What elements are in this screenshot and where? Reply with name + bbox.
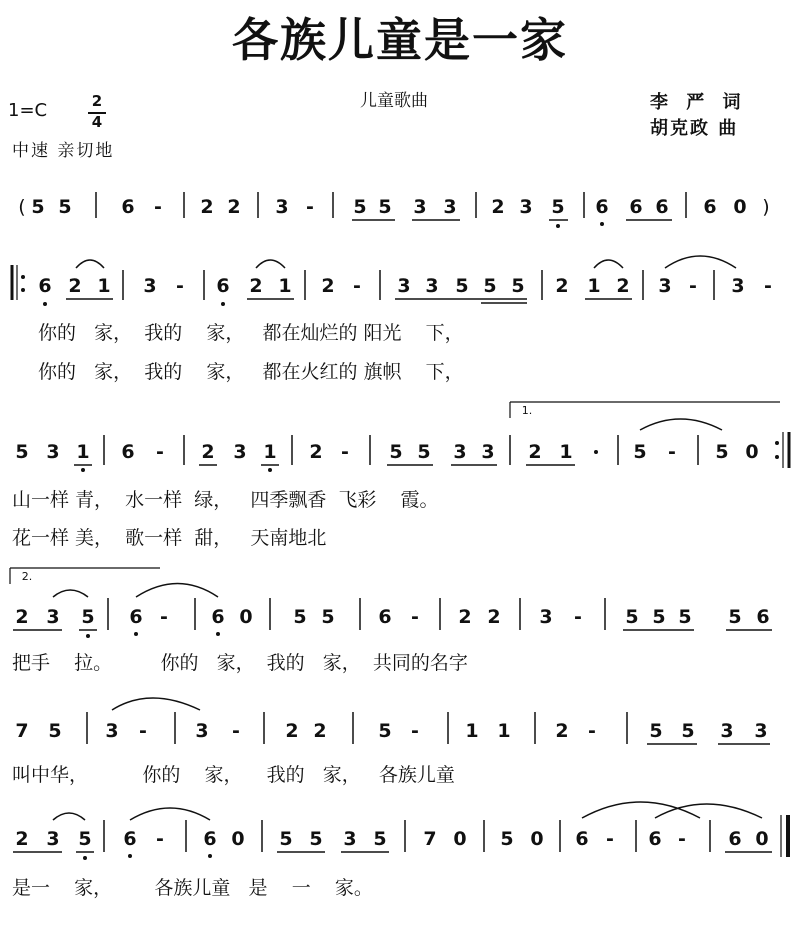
- svg-text:5: 5: [455, 275, 469, 297]
- svg-text:3: 3: [481, 441, 495, 463]
- svg-text:5: 5: [48, 720, 62, 742]
- time-signature-bottom: 4: [91, 113, 103, 131]
- svg-text:0: 0: [755, 828, 769, 850]
- svg-text:3: 3: [453, 441, 467, 463]
- score-row-4: [10, 568, 772, 638]
- svg-text:6: 6: [728, 828, 742, 850]
- svg-text:3: 3: [519, 196, 533, 218]
- svg-text:2: 2: [491, 196, 505, 218]
- svg-text:3: 3: [46, 828, 60, 850]
- svg-text:): ): [762, 196, 770, 218]
- svg-text:2: 2: [200, 196, 214, 218]
- svg-text:(: (: [18, 196, 26, 218]
- lyrics-line-5: 把手 拉。 你的 家， 我的 家， 共同的名字: [12, 652, 468, 674]
- svg-text:-: -: [154, 196, 162, 218]
- svg-text:2: 2: [309, 441, 323, 463]
- svg-text:2: 2: [285, 720, 299, 742]
- svg-text:2: 2: [555, 275, 569, 297]
- svg-text:6: 6: [203, 828, 217, 850]
- svg-text:5: 5: [633, 441, 647, 463]
- svg-text:-: -: [139, 720, 147, 742]
- svg-text:-: -: [606, 828, 614, 850]
- svg-text:6: 6: [575, 828, 589, 850]
- lyricist-credit: 李 严 词: [650, 92, 747, 113]
- svg-text:0: 0: [745, 441, 759, 463]
- svg-text:6: 6: [38, 275, 52, 297]
- svg-text:-: -: [232, 720, 240, 742]
- svg-text:5: 5: [715, 441, 729, 463]
- svg-text:6: 6: [211, 606, 225, 628]
- svg-text:3: 3: [443, 196, 457, 218]
- svg-text:5: 5: [389, 441, 403, 463]
- svg-text:-: -: [574, 606, 582, 628]
- svg-text:5: 5: [625, 606, 639, 628]
- svg-text:3: 3: [425, 275, 439, 297]
- svg-text:-: -: [764, 275, 772, 297]
- song-genre: 儿童歌曲: [360, 91, 428, 111]
- svg-text:6: 6: [129, 606, 143, 628]
- lyrics-line-4: 花一样 美， 歌一样 甜， 天南地北: [12, 527, 327, 549]
- svg-text:2: 2: [528, 441, 542, 463]
- svg-text:5: 5: [500, 828, 514, 850]
- svg-text:5: 5: [373, 828, 387, 850]
- score-row-6: [13, 802, 788, 860]
- svg-text:-: -: [176, 275, 184, 297]
- svg-text:2: 2: [227, 196, 241, 218]
- svg-text:5: 5: [378, 720, 392, 742]
- svg-text:5: 5: [551, 196, 565, 218]
- svg-text:3: 3: [105, 720, 119, 742]
- svg-text:6: 6: [703, 196, 717, 218]
- svg-text:2: 2: [68, 275, 82, 297]
- svg-text:1: 1: [587, 275, 601, 297]
- svg-text:2: 2: [555, 720, 569, 742]
- tempo-marking: 中速 亲切地: [12, 141, 115, 161]
- svg-text:5: 5: [15, 441, 29, 463]
- svg-text:5: 5: [649, 720, 663, 742]
- svg-text:6: 6: [629, 196, 643, 218]
- svg-text:3: 3: [413, 196, 427, 218]
- svg-text:7: 7: [15, 720, 29, 742]
- svg-text:3: 3: [195, 720, 209, 742]
- svg-text:3: 3: [233, 441, 247, 463]
- svg-text:0: 0: [239, 606, 253, 628]
- svg-text:-: -: [160, 606, 168, 628]
- svg-text:2: 2: [616, 275, 630, 297]
- svg-text:1: 1: [497, 720, 511, 742]
- svg-text:1: 1: [559, 441, 573, 463]
- lyrics-line-1: 你的 家， 我的 家， 都在灿烂的 阳光 下，: [38, 322, 464, 344]
- time-signature-top: 2: [91, 92, 103, 110]
- lyrics-line-6: 叫中华， 你的 家， 我的 家， 各族儿童: [12, 764, 455, 786]
- svg-text:5: 5: [678, 606, 692, 628]
- svg-text:-: -: [588, 720, 596, 742]
- svg-text:-: -: [306, 196, 314, 218]
- svg-text:-: -: [689, 275, 697, 297]
- score-row-1: [18, 192, 769, 228]
- svg-text:0: 0: [733, 196, 747, 218]
- svg-text:1: 1: [76, 441, 90, 463]
- svg-text:5: 5: [321, 606, 335, 628]
- svg-text:3: 3: [754, 720, 768, 742]
- svg-text:5: 5: [78, 828, 92, 850]
- svg-text:2: 2: [15, 828, 29, 850]
- svg-text:-: -: [411, 720, 419, 742]
- svg-text:5: 5: [279, 828, 293, 850]
- svg-text:5: 5: [483, 275, 497, 297]
- svg-text:-: -: [411, 606, 419, 628]
- svg-text:5: 5: [353, 196, 367, 218]
- svg-text:5: 5: [681, 720, 695, 742]
- svg-text:-: -: [341, 441, 349, 463]
- score-row-3: [15, 402, 789, 472]
- svg-text:-: -: [668, 441, 676, 463]
- svg-text:-: -: [678, 828, 686, 850]
- volta-second-label: 2.: [21, 570, 33, 583]
- composer-credit: 胡克政 曲: [650, 118, 739, 139]
- svg-text:6: 6: [756, 606, 770, 628]
- score-row-2: [12, 256, 772, 306]
- svg-text:-: -: [156, 441, 164, 463]
- svg-text:5: 5: [293, 606, 307, 628]
- svg-text:5: 5: [81, 606, 95, 628]
- svg-text:5: 5: [652, 606, 666, 628]
- volta-first-label: 1.: [521, 404, 533, 417]
- svg-text:5: 5: [728, 606, 742, 628]
- svg-text:2: 2: [249, 275, 263, 297]
- key-signature: 1=C: [8, 100, 48, 121]
- svg-text:1: 1: [263, 441, 277, 463]
- svg-text:2: 2: [487, 606, 501, 628]
- svg-text:3: 3: [658, 275, 672, 297]
- svg-text:6: 6: [121, 441, 135, 463]
- svg-text:2: 2: [15, 606, 29, 628]
- svg-text:1: 1: [465, 720, 479, 742]
- svg-text:5: 5: [378, 196, 392, 218]
- lyrics-line-3: 山一样 青， 水一样 绿， 四季飘香 飞彩 霞。: [12, 489, 439, 511]
- svg-text:3: 3: [720, 720, 734, 742]
- svg-text:3: 3: [46, 606, 60, 628]
- svg-text:6: 6: [655, 196, 669, 218]
- svg-text:6: 6: [595, 196, 609, 218]
- svg-text:3: 3: [46, 441, 60, 463]
- svg-text:3: 3: [731, 275, 745, 297]
- svg-text:5: 5: [511, 275, 525, 297]
- svg-text:1: 1: [97, 275, 111, 297]
- svg-text:5: 5: [58, 196, 72, 218]
- svg-text:5: 5: [417, 441, 431, 463]
- svg-text:1: 1: [278, 275, 292, 297]
- svg-text:6: 6: [378, 606, 392, 628]
- svg-text:2: 2: [201, 441, 215, 463]
- svg-text:3: 3: [143, 275, 157, 297]
- svg-text:5: 5: [31, 196, 45, 218]
- lyrics-line-2: 你的 家， 我的 家， 都在火红的 旗帜 下，: [38, 361, 464, 383]
- svg-text:6: 6: [121, 196, 135, 218]
- lyrics-line-7: 是一 家， 各族儿童 是 一 家。: [12, 877, 373, 899]
- svg-text:-: -: [156, 828, 164, 850]
- svg-text:2: 2: [321, 275, 335, 297]
- svg-text:6: 6: [648, 828, 662, 850]
- svg-text:2: 2: [313, 720, 327, 742]
- song-title: 各族儿童是一家: [232, 13, 568, 67]
- svg-text:3: 3: [275, 196, 289, 218]
- svg-text:3: 3: [397, 275, 411, 297]
- score-row-5: [15, 698, 770, 744]
- svg-text:0: 0: [453, 828, 467, 850]
- svg-text:3: 3: [343, 828, 357, 850]
- svg-text:7: 7: [423, 828, 437, 850]
- svg-text:0: 0: [231, 828, 245, 850]
- svg-text:2: 2: [458, 606, 472, 628]
- svg-text:6: 6: [216, 275, 230, 297]
- svg-text:5: 5: [309, 828, 323, 850]
- svg-text:3: 3: [539, 606, 553, 628]
- svg-text:6: 6: [123, 828, 137, 850]
- svg-text:-: -: [353, 275, 361, 297]
- svg-text:0: 0: [530, 828, 544, 850]
